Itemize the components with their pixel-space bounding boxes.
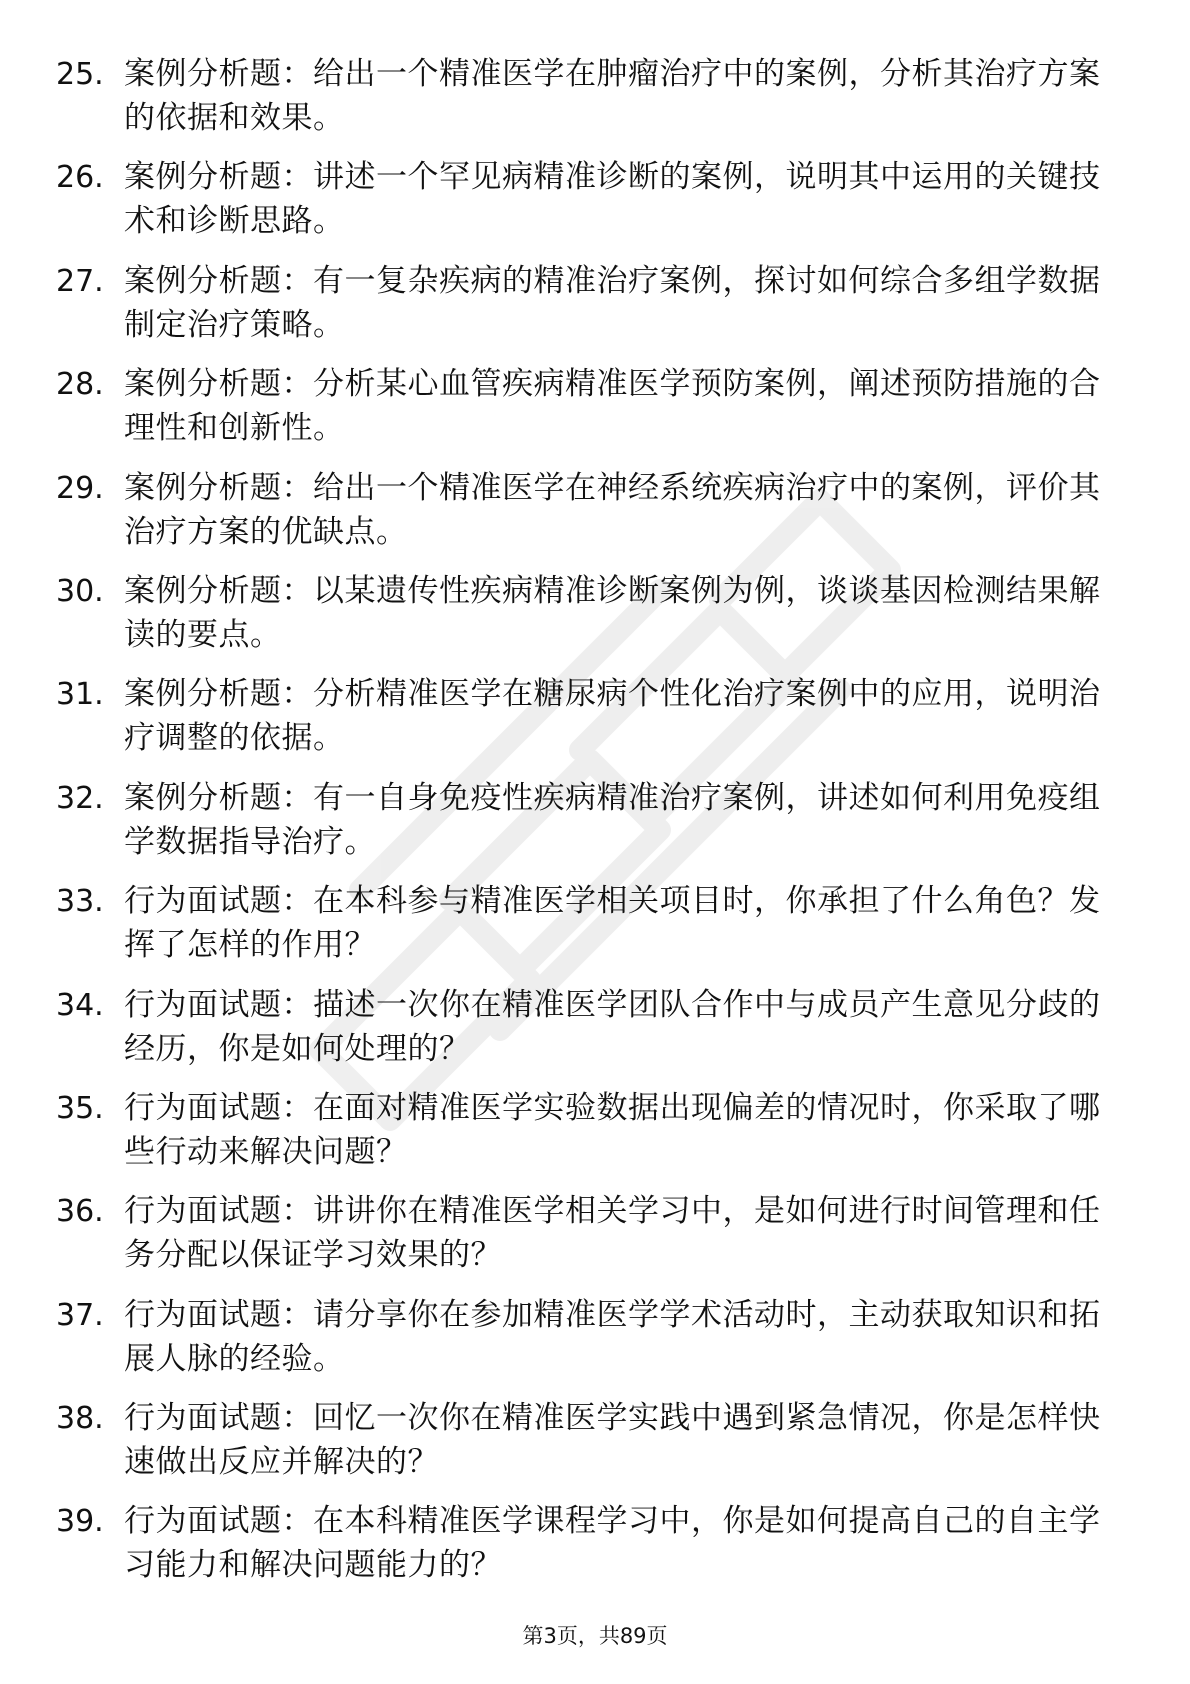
question-text: 案例分析题：有一自身免疫性疾病精准治疗案例，讲述如何利用免疫组学数据指导治疗。 bbox=[124, 779, 1101, 860]
list-item bbox=[56, 1499, 1116, 1602]
list-item bbox=[56, 1293, 1116, 1396]
list-item bbox=[56, 155, 1116, 258]
question-text: 案例分析题：给出一个精准医学在神经系统疾病治疗中的案例，评价其治疗方案的优缺点。 bbox=[124, 469, 1101, 550]
question-text: 案例分析题：分析某心血管疾病精准医学预防案例，阐述预防措施的合理性和创新性。 bbox=[124, 366, 1101, 447]
list-item bbox=[56, 1086, 1116, 1189]
question-number: 34. bbox=[56, 987, 104, 1023]
page-number-label: 第3页，共89页 bbox=[522, 1624, 668, 1648]
list-item bbox=[56, 466, 1116, 569]
question-text: 行为面试题：回忆一次你在精准医学实践中遇到紧急情况，你是怎样快速做出反应并解决的？ bbox=[124, 1400, 1101, 1481]
question-number: 39. bbox=[56, 1504, 104, 1540]
list-item bbox=[56, 672, 1116, 775]
question-text: 案例分析题：分析精准医学在糖尿病个性化治疗案例中的应用，说明治疗调整的依据。 bbox=[124, 676, 1101, 757]
question-number: 36. bbox=[56, 1194, 104, 1230]
list-item bbox=[56, 259, 1116, 362]
question-number: 38. bbox=[56, 1401, 104, 1437]
question-number: 26. bbox=[56, 160, 104, 196]
question-text: 行为面试题：讲讲你在精准医学相关学习中，是如何进行时间管理和任务分配以保证学习效果的？ bbox=[124, 1193, 1101, 1274]
list-item bbox=[56, 52, 1116, 155]
list-item bbox=[56, 983, 1116, 1086]
question-number: 33. bbox=[56, 884, 104, 920]
question-number: 28. bbox=[56, 367, 104, 403]
list-item bbox=[56, 569, 1116, 672]
question-text: 案例分析题：有一复杂疾病的精准治疗案例，探讨如何综合多组学数据制定治疗策略。 bbox=[124, 262, 1101, 343]
question-text: 案例分析题：以某遗传性疾病精准诊断案例为例，谈谈基因检测结果解读的要点。 bbox=[124, 572, 1101, 653]
question-number: 29. bbox=[56, 470, 104, 506]
question-text: 行为面试题：请分享你在参加精准医学学术活动时，主动获取知识和拓展人脉的经验。 bbox=[124, 1296, 1101, 1377]
list-item bbox=[56, 1396, 1116, 1499]
question-text: 案例分析题：给出一个精准医学在肿瘤治疗中的案例，分析其治疗方案的依据和效果。 bbox=[124, 56, 1101, 136]
question-text: 行为面试题：描述一次你在精准医学团队合作中与成员产生意见分歧的经历，你是如何处理的？ bbox=[124, 986, 1101, 1067]
question-number: 32. bbox=[56, 780, 104, 816]
question-list bbox=[56, 52, 1116, 1603]
question-text: 案例分析题：讲述一个罕见病精准诊断的案例，说明其中运用的关键技术和诊断思路。 bbox=[124, 159, 1101, 240]
question-number: 35. bbox=[56, 1090, 104, 1126]
list-item bbox=[56, 1189, 1116, 1292]
list-item bbox=[56, 879, 1116, 982]
question-number: 27. bbox=[56, 263, 104, 299]
page-footer bbox=[0, 1620, 1190, 1650]
question-number: 25. bbox=[56, 57, 104, 92]
question-number: 30. bbox=[56, 573, 104, 609]
list-item bbox=[56, 776, 1116, 879]
question-number: 37. bbox=[56, 1297, 104, 1333]
question-text: 行为面试题：在本科精准医学课程学习中，你是如何提高自己的自主学习能力和解决问题能力的？ bbox=[124, 1503, 1101, 1584]
list-item bbox=[56, 362, 1116, 465]
question-number: 31. bbox=[56, 677, 104, 713]
question-text: 行为面试题：在本科参与精准医学相关项目时，你承担了什么角色？发挥了怎样的作用？ bbox=[124, 883, 1101, 964]
question-text: 行为面试题：在面对精准医学实验数据出现偏差的情况时，你采取了哪些行动来解决问题？ bbox=[124, 1089, 1101, 1170]
